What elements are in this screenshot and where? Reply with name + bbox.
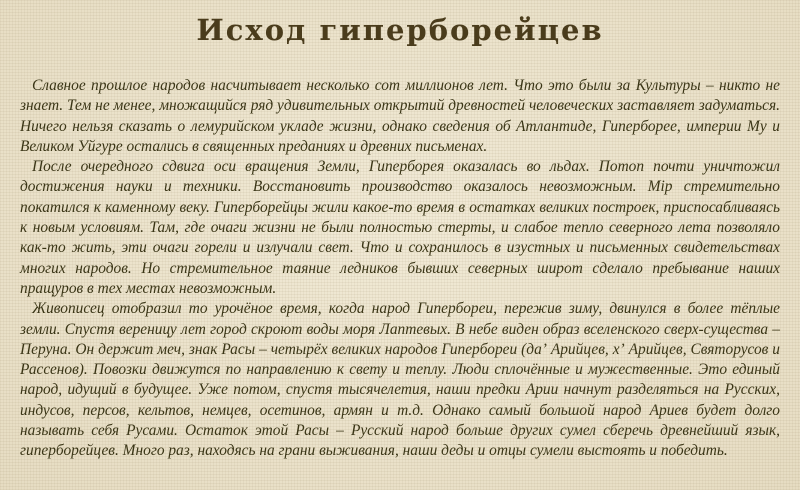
paragraph-1: Славное прошлое народов насчитывает несколько сот миллионов лет. Что это были за Культуры – никто не знает. Тем не менее, множащийся ряд удивительных открытий древностей человеческих заставляет задуматься. Ничего нельзя сказать о лемурийском укладе жизни, однако сведения об Атлантиде, Гиперборее, империи Му и Великом Уйгуре остались в священных преданиях и древних письменах.	[20, 77, 780, 155]
paragraph-3: Живописец отобразил то урочёное время, когда народ Гипербореи, пережив зиму, двинулся в более тёплые земли. Спустя вереницу лет город скроют воды моря Лаптевых. В небе виден образ вселенского сверх-существа – Перуна. Он держит меч, знак Расы – четырёх великих народов Гипербореи (даʼ Арийцев, хʼ Арийцев, Святорусов и Рассенов). Повозки движутся по направлению к свету и теплу. Люди сплочённые и мужественные. Это единый народ, идущий в будущее. Уже потом, спустя тысячелетия, наши предки Арии начнут разделяться на Русских, индусов, персов, кельтов, немцев, осетинов, армян и т.д. Однако самый большой народ Ариев будет долго называть себя Русами. Остаток этой Расы – Русский народ больше других сумел сберечь древнейший язык, гиперборейцев. Много раз, находясь на грани выживания, наши деды и отцы сумели выстоять и победить.	[20, 300, 780, 460]
article-body	[20, 76, 780, 462]
page-title: Исход гиперборейцев	[196, 13, 604, 47]
paragraph-2: После очередного сдвига оси вращения Земли, Гиперборея оказалась во льдах. Потоп почти уничтожил достижения науки и техники. Восстановить производство оказалось невозможным. Мiр стремительно покатился к каменному веку. Гиперборейцы жили какое-то время в остатках великих построек, приспосабливаясь к новым условиям. Там, где очаги жизни не были полностью стерты, и слабое тепло северного лета позволяло как-то жить, эти очаги горели и излучали свет. Что и сохранилось в изустных и письменных свидетельствах многих народов. Но стремительное таяние ледников бывших северных широт сделало пребывание наших пращуров в тех местах невозможным.	[20, 158, 780, 297]
